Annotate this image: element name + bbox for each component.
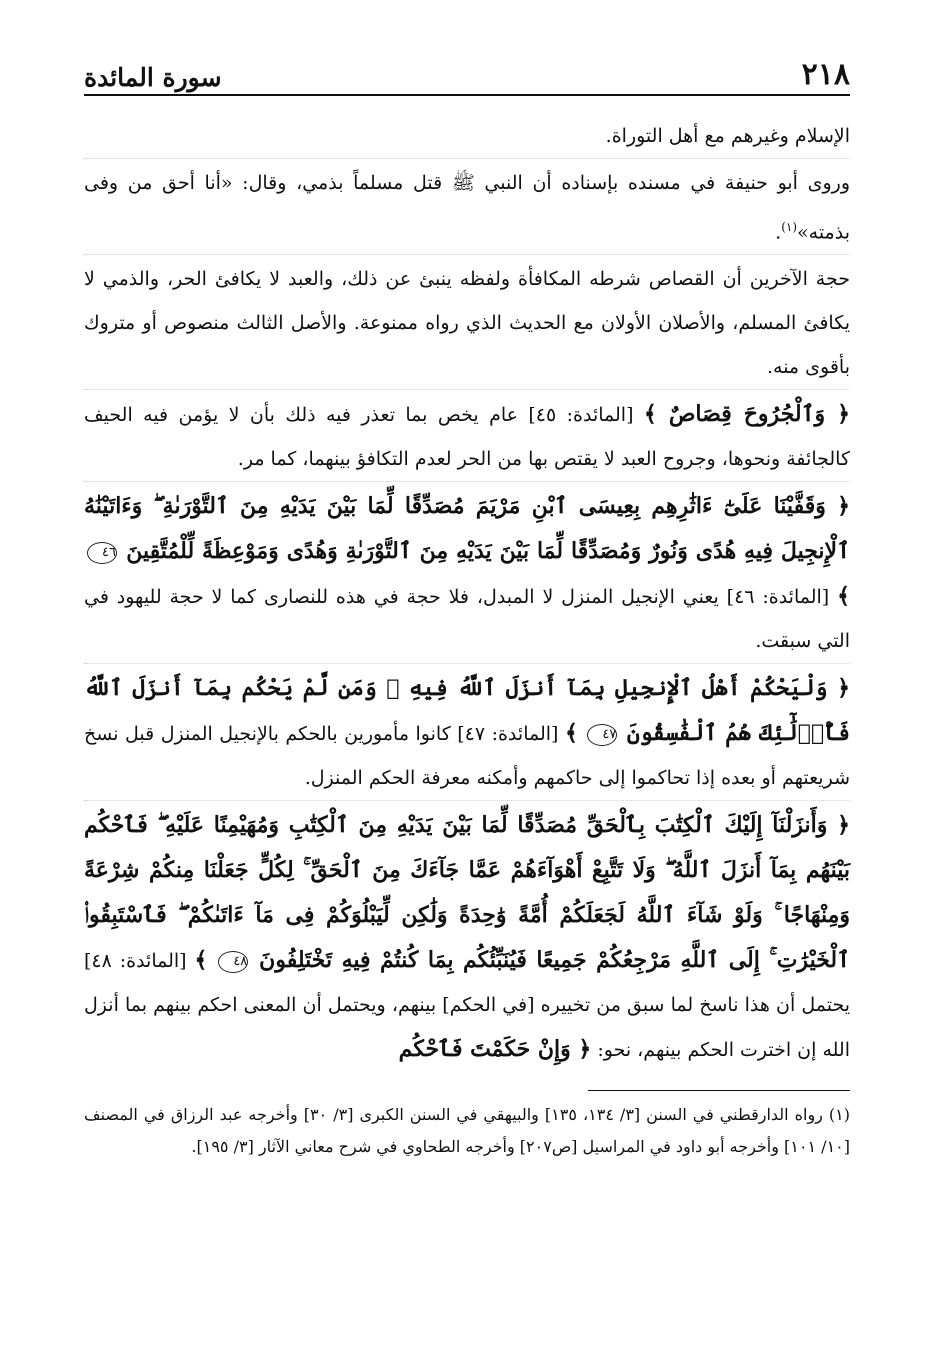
- paragraph: [84, 257, 850, 390]
- ayah-number-icon: ٤٧: [587, 724, 617, 746]
- quran-verse-continued: ﴿ وَإِنْ حَكَمْتَ فَٱحْكُم: [398, 1036, 592, 1063]
- paragraph-text: كانوا مأمورين بالحكم بالإنجيل المنزل قبل نسخ شريعتهم أو بعده إذا تحاكموا إلى حاكمهم وأمكنه معرفة الحكم المنزل.: [84, 723, 850, 790]
- paragraph-tail: .: [775, 221, 782, 244]
- main-text: [84, 114, 850, 1072]
- paragraph-text: وروى أبو حنيفة في مسنده بإسناده أن النبي ﷺ قتل مسلماً بذمي، وقال: «أنا أحق من وفى بذمته»: [84, 172, 850, 244]
- quran-verse: ﴿ وَأَنزَلْنَآ إِلَيْكَ ٱلْكِتَٰبَ بِٱلْحَقِّ مُصَدِّقًا لِّمَا بَيْنَ يَدَيْهِ مِنَ ٱلْكِتَٰبِ وَمُهَيْمِنًا عَلَيْهِ ۖ فَٱحْكُم بَيْنَهُم بِمَآ أَنزَلَ ٱللَّهُ ۖ وَلَا تَتَّبِعْ أَهْوَآءَهُمْ عَمَّا جَآءَكَ مِنَ ٱلْحَقِّ ۚ لِكُلٍّ جَعَلْنَا مِنكُمْ شِرْعَةً وَمِنْهَاجًا ۚ وَلَوْ شَآءَ ٱللَّهُ لَجَعَلَكُمْ أُمَّةً وَٰحِدَةً وَلَٰكِن لِّيَبْلُوَكُمْ فِى مَآ ءَاتَىٰكُمْ ۖ فَٱسْتَبِقُوا۟ ٱلْخَيْرَٰتِ ۚ إِلَى ٱللَّهِ مَرْجِعُكُمْ جَمِيعًا فَيُنَبِّئُكُم بِمَا كُنتُمْ فِيهِ تَخْتَلِفُونَ: [84, 812, 850, 974]
- footnote-marker[interactable]: (١): [781, 220, 798, 234]
- paragraph: [84, 161, 850, 255]
- quran-close-bracket: ﴾: [194, 947, 208, 974]
- paragraph: [84, 484, 850, 664]
- paragraph: [84, 114, 850, 159]
- paragraph: [84, 666, 850, 801]
- footnotes: [84, 1099, 850, 1163]
- footnote: (١) رواه الدارقطني في السنن [٣/ ١٣٤، ١٣٥] والبيهقي في السنن الكبرى [٣/ ٣٠] وأخرجه عبد الرزاق في المصنف [١٠/ ١٠١] وأخرجه أبو داود في المراسيل [ص٢٠٧] وأخرجه الطحاوي في شرح معاني الآثار [٣/ ١٩٥].: [84, 1105, 851, 1157]
- paragraph-text: الإسلام وغيرهم مع أهل التوراة.: [605, 125, 850, 147]
- verse-reference: [المائدة: ٤٧]: [457, 723, 559, 746]
- footnote-divider: [588, 1090, 850, 1091]
- ayah-number-icon: ٤٦: [87, 542, 117, 564]
- page-header: [84, 52, 850, 96]
- page-number: ٢١٨: [801, 57, 850, 92]
- quran-verse: ﴿ وَٱلْجُرُوحَ قِصَاصٌ ﴾: [643, 401, 851, 428]
- paragraph-text: يحتمل أن هذا ناسخ لما سبق من تخييره [في الحكم] بينهم، ويحتمل أن المعنى احكم بينهم بما أنزل الله إن اخترت الحكم بينهم، نحو:: [84, 994, 850, 1062]
- quran-close-bracket: ﴾: [837, 583, 850, 610]
- quran-close-bracket: ﴾: [564, 720, 578, 747]
- quran-verse: ﴿ وَلْيَحْكُمْ أَهْلُ ٱلْإِنجِيلِ بِمَآ أَنزَلَ ٱللَّهُ فِيهِ ۚ وَمَن لَّمْ يَحْكُم بِمَآ أَنزَلَ ٱللَّهُ فَأُو۟لَٰٓئِكَ هُمُ ٱلْفَٰسِقُونَ: [84, 675, 850, 747]
- verse-reference: [المائدة: ٤٦]: [726, 586, 830, 609]
- book-page: [84, 52, 850, 1322]
- paragraph-text: يعني الإنجيل المنزل لا المبدل، فلا حجة في هذه للنصارى كما لا حجة لليهود في التي سبقت.: [84, 586, 850, 653]
- quran-verse: ﴿ وَقَفَّيْنَا عَلَىٰٓ ءَاثَٰرِهِم بِعِيسَى ٱبْنِ مَرْيَمَ مُصَدِّقًا لِّمَا بَيْنَ يَدَيْهِ مِنَ ٱلتَّوْرَىٰةِ ۖ وَءَاتَيْنَٰهُ ٱلْإِنجِيلَ فِيهِ هُدًى وَنُورٌ وَمُصَدِّقًا لِّمَا بَيْنَ يَدَيْهِ مِنَ ٱلتَّوْرَىٰةِ وَهُدًى وَمَوْعِظَةً لِّلْمُتَّقِينَ: [84, 493, 850, 565]
- verse-reference: [المائدة: ٤٥]: [528, 404, 634, 427]
- paragraph-text: عام يخص بما تعذر فيه ذلك بأن لا يؤمن فيه الحيف كالجائفة ونحوها، وجروح العبد لا يقتص بها من الحر لعدم التكافؤ بينهما، كما مر.: [84, 404, 850, 471]
- paragraph: [84, 803, 850, 1072]
- paragraph-text: حجة الآخرين أن القصاص شرطه المكافأة ولفظه ينبئ عن ذلك، والعبد لا يكافئ الحر، والذمي لا يكافئ المسلم، والأصلان الأولان مع الحديث الذي رواه ممنوعة. والأصل الثالث منصوص أو متروك بأقوى منه.: [84, 268, 850, 379]
- surah-title: سورة المائدة: [84, 63, 222, 92]
- paragraph: [84, 392, 850, 482]
- ayah-number-icon: ٤٨: [218, 951, 248, 973]
- verse-reference: [المائدة: ٤٨]: [84, 950, 187, 973]
